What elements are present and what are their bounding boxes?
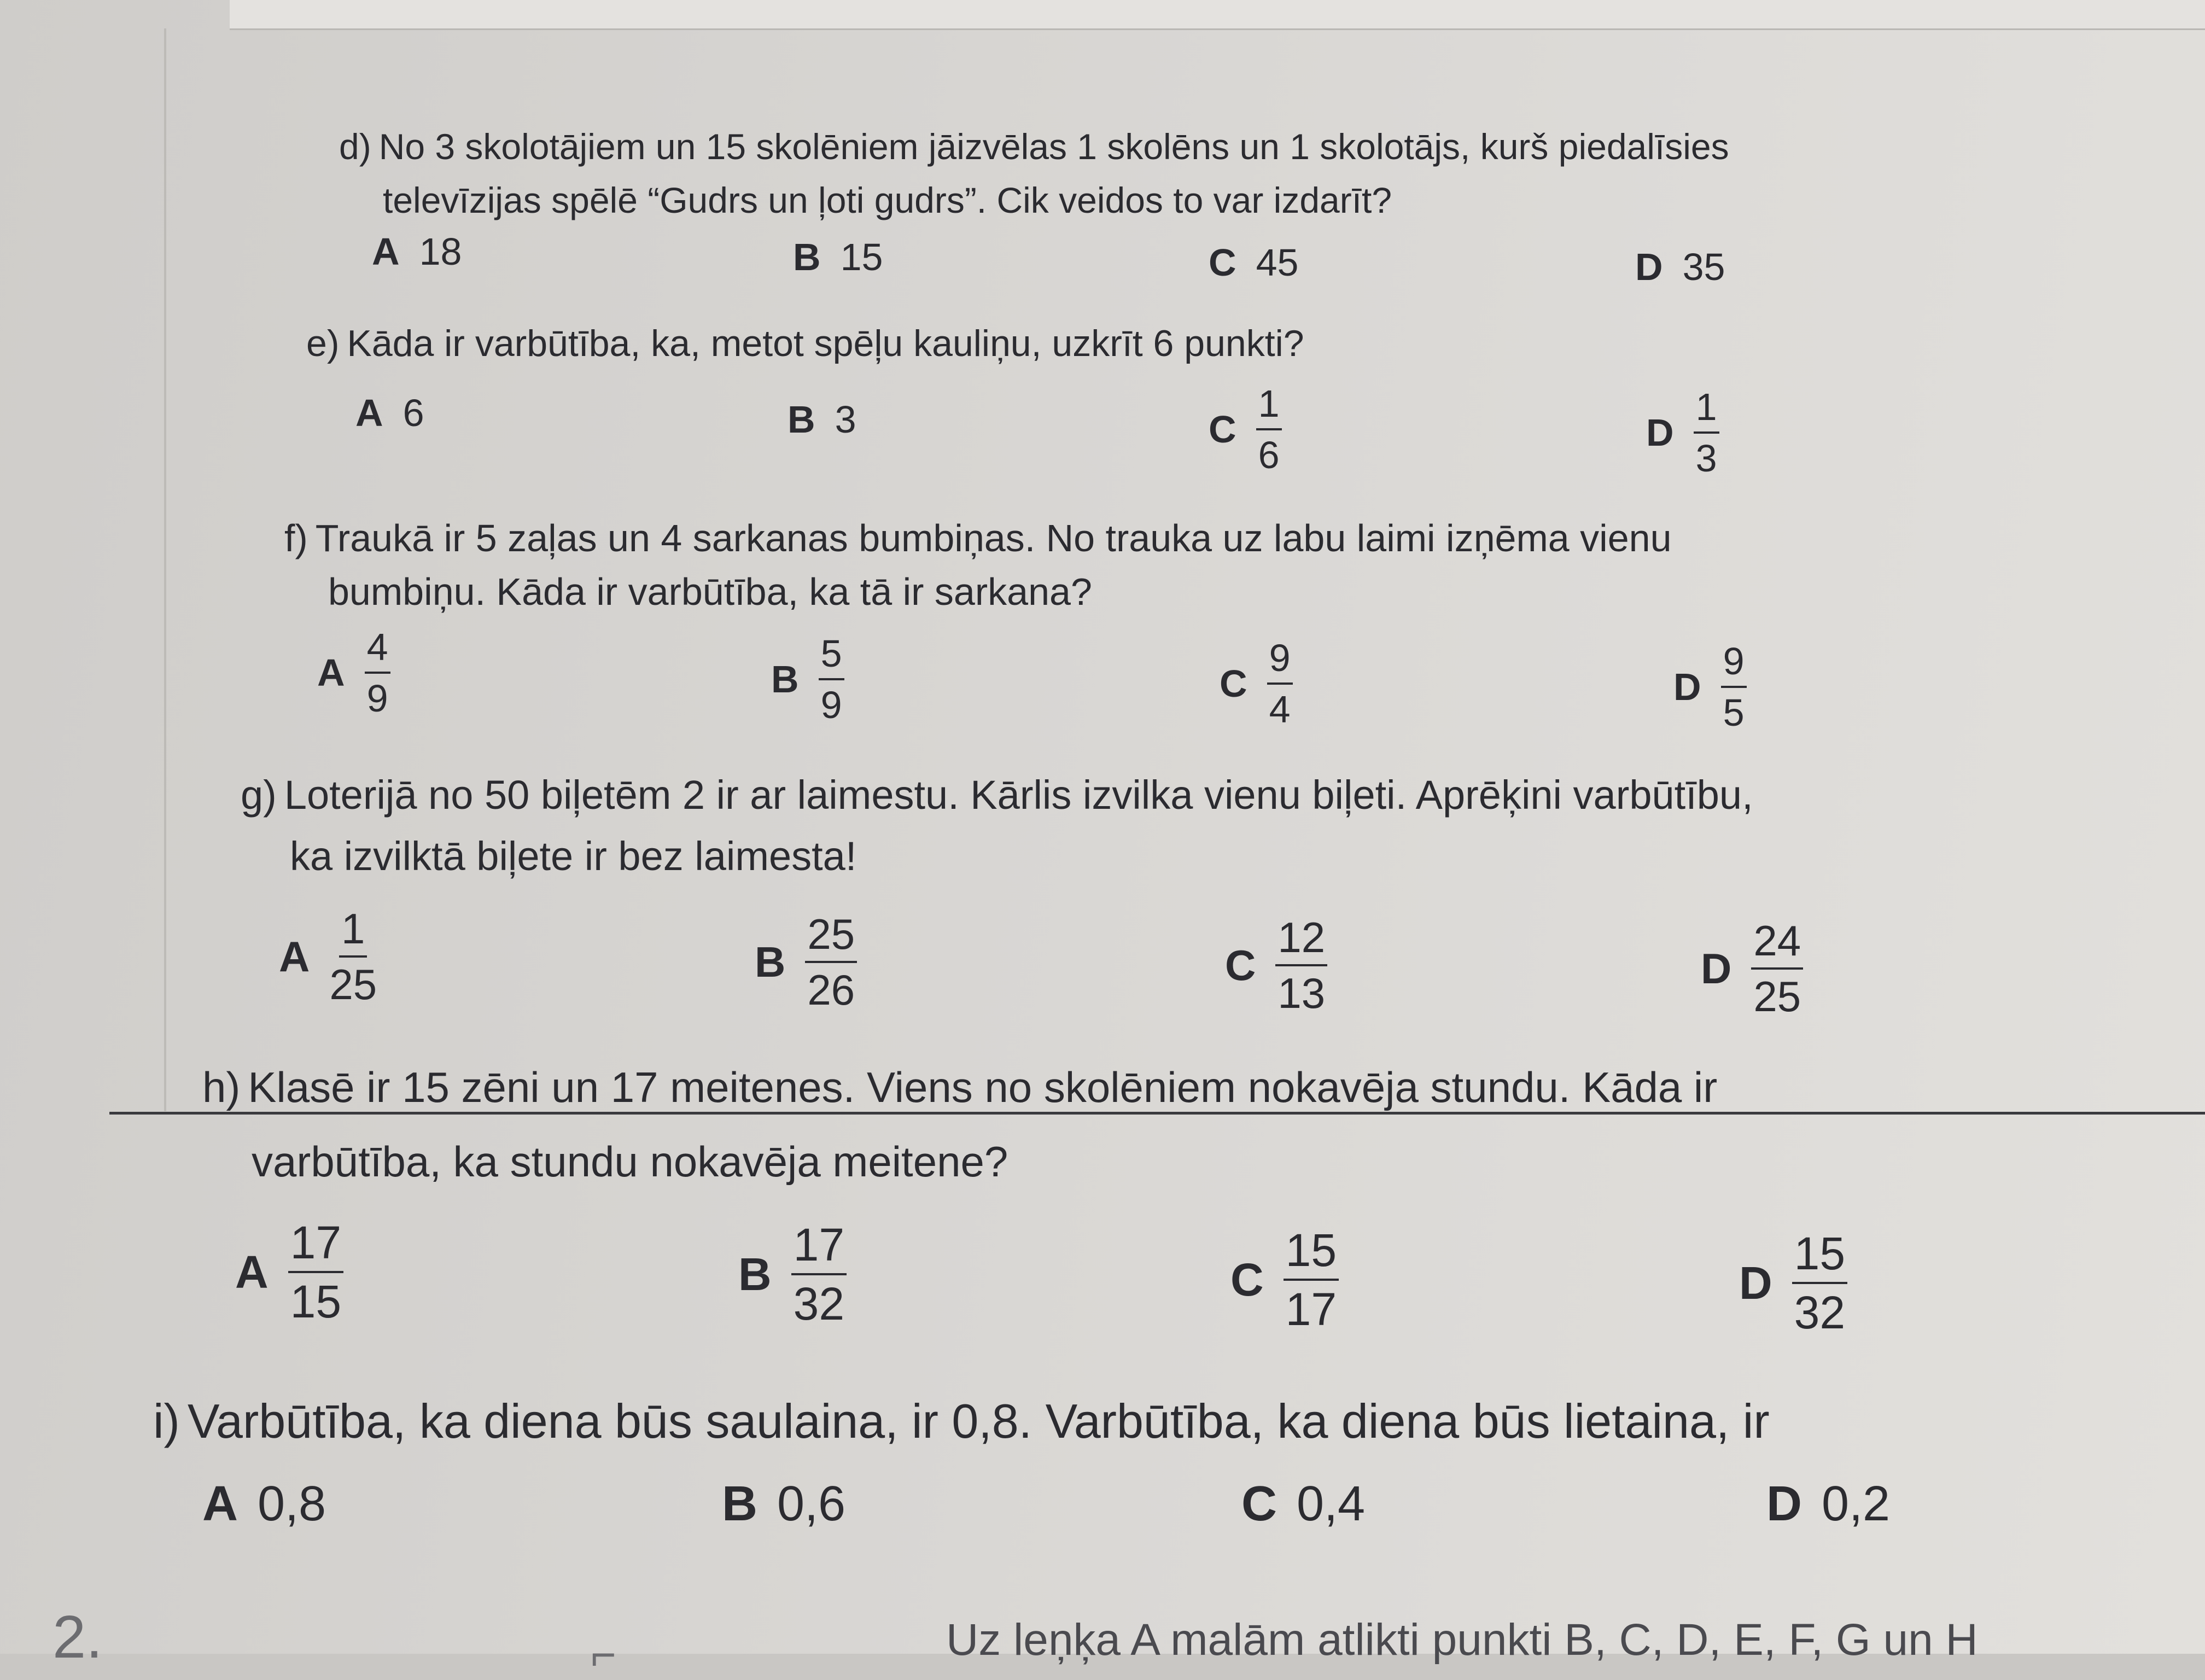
- next-task-text: Uz leņķa A malām atlikti punkti B, C, D, E, F, G un H: [946, 1615, 1978, 1665]
- question-d-option-c[interactable]: C 45: [1209, 241, 1299, 284]
- question-g-option-b[interactable]: B $\frac{25}{26}$: [755, 910, 857, 1014]
- question-f-line-1: f) Traukā ir 5 zaļas un 4 sarkanas bumbiņas. No trauka uz labu laimi izņēma vienu: [284, 517, 1672, 559]
- question-h-option-a[interactable]: A $\frac{17}{15}$: [235, 1217, 343, 1327]
- question-h-option-d[interactable]: D $\frac{15}{32}$: [1739, 1228, 1847, 1338]
- question-e-option-b[interactable]: B 3: [788, 398, 856, 441]
- question-e-option-d[interactable]: D $\frac{1}{3}$: [1646, 386, 1719, 479]
- question-f-option-d[interactable]: D $\frac{9}{5}$: [1673, 638, 1747, 736]
- question-e-option-c[interactable]: C $\frac{1}{6}$: [1209, 383, 1282, 476]
- question-i-option-a[interactable]: A 0,8: [202, 1476, 326, 1531]
- question-d-option-d[interactable]: D 35: [1635, 246, 1725, 288]
- question-g-option-d[interactable]: D $\frac{24}{25}$: [1701, 917, 1803, 1020]
- question-g-option-a[interactable]: A $\frac{1}{25}$: [279, 905, 377, 1008]
- question-d-option-b[interactable]: B 15: [793, 236, 883, 278]
- question-f-option-b[interactable]: B $\frac{5}{9}$: [771, 630, 844, 728]
- question-h-option-b[interactable]: B $\frac{17}{32}$: [738, 1220, 847, 1329]
- question-d-line-2: televīzijas spēlē “Gudrs un ļoti gudrs”. Cik veidos to var izdarīt?: [383, 180, 1392, 220]
- question-f-option-a[interactable]: A $\frac{4}{9}$: [317, 623, 390, 722]
- question-f-line-2: bumbiņu. Kāda ir varbūtība, ka tā ir sarkana?: [328, 570, 1092, 613]
- question-g-line-1: g) Loterijā no 50 biļetēm 2 ir ar laimestu. Kārlis izvilka vienu biļeti. Aprēķini varbūtību,: [241, 772, 1753, 818]
- question-h-line-1: h) Klasē ir 15 zēni un 17 meitenes. Viens no skolēniem nokavēja stundu. Kāda ir: [202, 1063, 1718, 1111]
- question-e-line-1: e) Kāda ir varbūtība, ka, metot spēļu kauliņu, uzkrīt 6 punkti?: [306, 323, 1304, 364]
- question-i-option-b[interactable]: B 0,6: [722, 1476, 846, 1531]
- question-f-option-c[interactable]: C $\frac{9}{4}$: [1220, 634, 1293, 733]
- question-i-option-d[interactable]: D 0,2: [1766, 1476, 1891, 1531]
- question-h-line-2: varbūtība, ka stundu nokavēja meitene?: [252, 1138, 1008, 1186]
- question-g-line-2: ka izvilktā biļete ir bez laimesta!: [290, 833, 857, 879]
- page-top-edge: [230, 0, 2205, 30]
- question-letter: d): [339, 126, 371, 167]
- next-task-number: 2.: [52, 1603, 103, 1671]
- question-i-option-c[interactable]: C 0,4: [1241, 1476, 1366, 1531]
- question-i-line-1: i) Varbūtība, ka diena būs saulaina, ir 0,8. Varbūtība, ka diena būs lietaina, ir: [153, 1394, 1770, 1448]
- question-g-option-c[interactable]: C $\frac{12}{13}$: [1225, 913, 1327, 1017]
- question-e-option-a[interactable]: A 6: [355, 392, 424, 434]
- footer-mark: ⌐: [591, 1630, 616, 1679]
- question-h-option-c[interactable]: C $\frac{15}{17}$: [1230, 1225, 1339, 1334]
- question-d-line-1: d) No 3 skolotājiem un 15 skolēniem jāizvēlas 1 skolēns un 1 skolotājs, kurš piedalīsies: [339, 126, 1729, 167]
- question-d-option-a[interactable]: A 18: [372, 230, 462, 273]
